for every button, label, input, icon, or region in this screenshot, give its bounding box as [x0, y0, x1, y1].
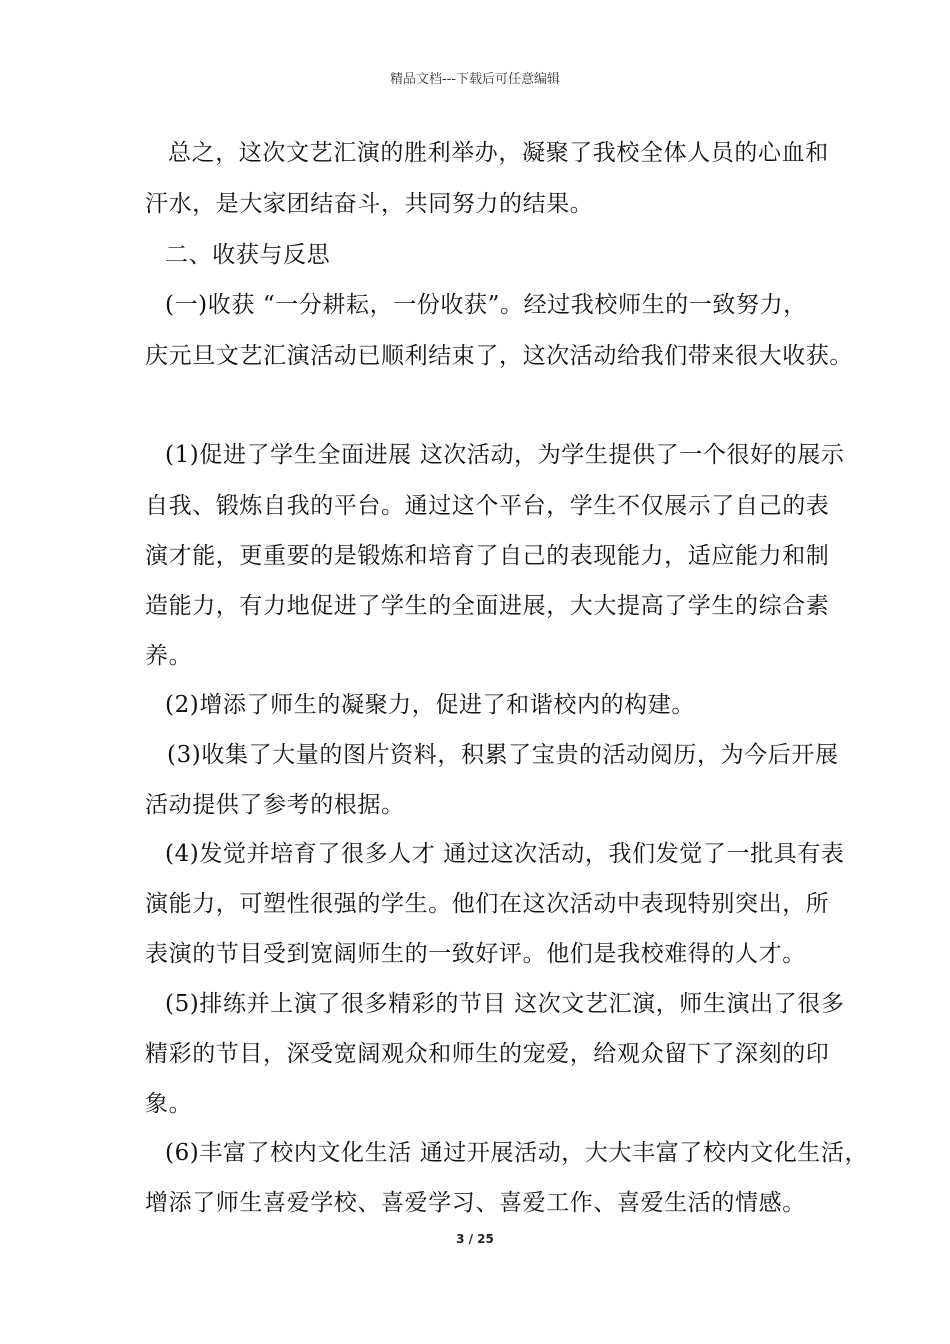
paragraph-line: 汗水，是大家团结奋斗，共同努力的结果。 — [145, 191, 594, 217]
page-header: 精品文档---下载后可任意编辑 — [389, 72, 561, 87]
paragraph-line: (6)丰富了校内文化生活 通过开展活动，大大丰富了校内文化生活， — [165, 1140, 869, 1166]
paragraph-line: 精彩的节目，深受宽阔观众和师生的宠爱，给观众留下了深刻的印 — [145, 1041, 830, 1067]
paragraph-line: 演才能，更重要的是锻炼和培育了自己的表现能力，适应能力和制 — [145, 543, 830, 569]
section-heading: 二、收获与反思 — [165, 242, 331, 268]
paragraph-line: (3)收集了大量的图片资料，积累了宝贵的活动阅历，为今后开展 — [167, 742, 839, 768]
paragraph-line: (一)收获 “一分耕耘，一份收获”。经过我校师生的一致努力， — [165, 292, 807, 318]
paragraph-line: (2)增添了师生的凝聚力，促进了和谐校内的构建。 — [165, 692, 695, 718]
paragraph-line: 造能力，有力地促进了学生的全面进展，大大提高了学生的综合素 — [145, 593, 830, 619]
paragraph-line: 增添了师生喜爱学校、喜爱学习、喜爱工作、喜爱生活的情感。 — [145, 1190, 806, 1216]
paragraph-line: (5)排练并上演了很多精彩的节目 这次文艺汇演，师生演出了很多 — [165, 991, 845, 1017]
paragraph-line: 庆元旦文艺汇演活动已顺利结束了，这次活动给我们带来很大收获。 — [145, 343, 853, 369]
paragraph-line: 表演的节目受到宽阔师生的一致好评。他们是我校难得的人才。 — [145, 941, 806, 967]
paragraph-line: 自我、锻炼自我的平台。通过这个平台，学生不仅展示了自己的表 — [145, 493, 830, 519]
paragraph-line: 活动提供了参考的根据。 — [145, 792, 405, 818]
page-number: 3 / 25 — [456, 1232, 494, 1246]
paragraph-line: 养。 — [145, 643, 193, 669]
paragraph-line: (1)促进了学生全面进展 这次活动，为学生提供了一个很好的展示 — [165, 442, 845, 468]
paragraph-line: 象。 — [145, 1091, 193, 1117]
paragraph-line: 总之，这次文艺汇演的胜利举办，凝聚了我校全体人员的心血和 — [168, 140, 829, 166]
paragraph-line: 演能力，可塑性很强的学生。他们在这次活动中表现特别突出，所 — [145, 891, 830, 917]
paragraph-line: (4)发觉并培育了很多人才 通过这次活动，我们发觉了一批具有表 — [165, 841, 845, 867]
